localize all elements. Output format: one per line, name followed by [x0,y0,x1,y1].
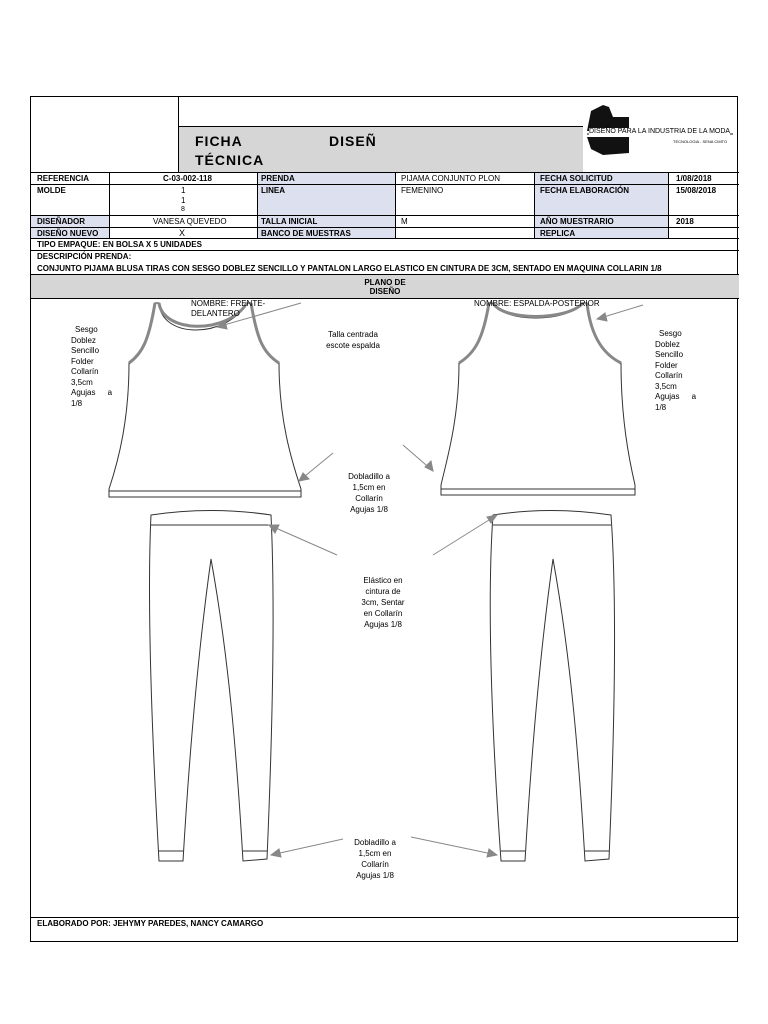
fecha-solicitud-value: 1/08/2018 [676,174,712,183]
prenda-value: PIJAMA CONJUNTO PLON [401,174,500,183]
molde-value-2: 1 [181,196,186,205]
banco-label: BANCO DE MUESTRAS [261,229,351,238]
diseno-nuevo-label: DISEÑO NUEVO [37,229,99,238]
ano-value: 2018 [676,217,694,226]
title-ficha: FICHA [195,133,243,149]
talla-value: M [401,217,408,226]
disenador-value: VANESA QUEVEDO [153,217,227,226]
front-top-outline [109,303,301,497]
linea-label: LINEA [261,186,285,195]
logo-text: DISEÑO PARA LA INDUSTRIA DE LA MODA [589,128,731,135]
back-name: NOMBRE: ESPALDA-POSTERIOR [474,299,600,308]
fecha-elaboracion-label: FECHA ELABORACIÓN [540,186,630,195]
back-top-outline [441,303,635,495]
molde-label: MOLDE [37,186,66,195]
disenador-label: DISEÑADOR [37,217,86,226]
prenda-label: PRENDA [261,174,295,183]
talla-label: TALLA INICIAL [261,217,318,226]
elastico-note: Elástico en cintura de 3cm, Sentar en Collarín Agujas 1/8 [361,576,405,629]
dobladillo-bottom-note: Dobladillo a 1,5cm en Collarín Agujas 1/8 [354,838,396,880]
fecha-solicitud-label: FECHA SOLICITUD [540,174,613,183]
design-drawing-area [31,299,739,917]
logo-subtext: TECNOLOGIA - SENA CMITO [673,139,728,144]
referencia-value: C-03-002-118 [163,174,212,183]
front-name-line1: NOMBRE: FRENTE- [191,299,266,308]
fecha-elaboracion-value: 15/08/2018 [676,186,717,195]
left-sesgo-note: Sesgo Doblez Sencillo Folder Collarín 3,5cm Agujas a 1/8 [71,325,113,408]
molde-value-1: 1 [181,186,186,195]
dobladillo-top-note: Dobladillo a 1,5cm en Collarín Agujas 1/8 [348,472,390,514]
referencia-label: REFERENCIA [37,174,90,183]
diseno-nuevo-value: X [179,228,186,238]
back-pants-outline [490,511,614,862]
title-diseno: DISEÑ [329,133,377,149]
technical-sheet [30,96,738,942]
right-sesgo-note: Sesgo Doblez Sencillo Folder Collarín 3,5cm Agujas a 1/8 [655,329,697,412]
descripcion-label: DESCRIPCIÓN PRENDA: [37,252,132,261]
front-name-line2: DELANTERO [191,309,240,318]
talla-note-line2: escote espalda [326,341,380,350]
plano-title-line1: PLANO DE [364,278,406,287]
plano-title-line2: DISEÑO [369,287,401,296]
molde-value-3: 8 [181,206,185,213]
replica-label: REPLICA [540,229,576,238]
empaque-text: TIPO EMPAQUE: EN BOLSA X 5 UNIDADES [37,240,202,249]
elaborado-por: ELABORADO POR: JEHYMY PAREDES, NANCY CAMARGO [37,919,264,928]
descripcion-value: CONJUNTO PIJAMA BLUSA TIRAS CON SESGO DOBLEZ SENCILLO Y PANTALON LARGO ELASTICO EN CINTURA DE 3CM, SENTADO EN MAQUINA COLLARIN 1/8 [37,264,662,273]
ano-label: AÑO MUESTRARIO [540,217,614,226]
linea-value: FEMENINO [401,186,444,195]
talla-note-line1: Talla centrada [328,330,378,339]
logo [583,101,735,159]
title-tecnica: TÉCNICA [195,152,265,168]
front-pants-outline [149,511,273,862]
